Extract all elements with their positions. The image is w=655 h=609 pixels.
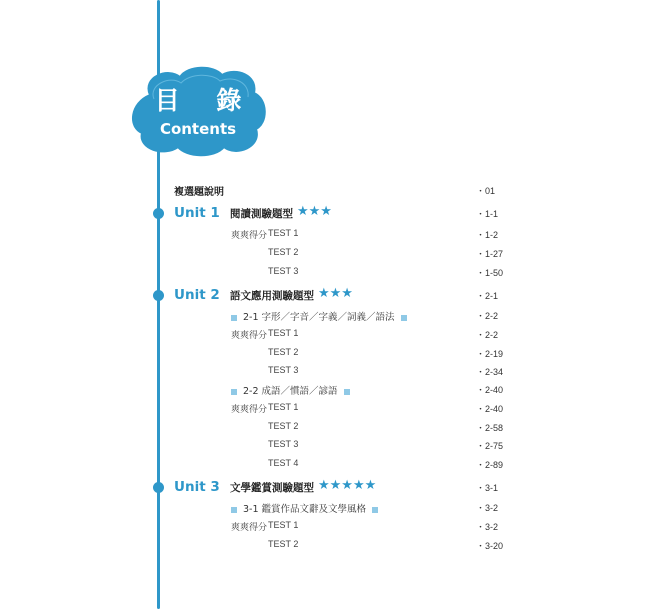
toc-row[interactable] [0,437,655,455]
toc-section-row[interactable] [0,499,655,517]
unit-title: 文學鑑賞測驗題型 [230,482,314,494]
difficulty-stars: ★★★★★ [318,478,377,493]
square-bullet-icon [231,507,237,513]
page-number: ・2-2 [476,330,499,340]
page-number: ・3-1 [476,483,499,493]
unit-1-heading[interactable] [0,205,655,223]
contents-cloud-badge [128,65,268,157]
toc-row[interactable] [0,226,655,244]
difficulty-stars: ★★★ [297,204,332,219]
toc-row[interactable] [0,363,655,381]
toc-row[interactable] [0,326,655,344]
section-title [231,383,356,397]
unit-title: 閱讀測驗題型 [230,208,293,220]
page-number: ・3-20 [476,541,504,551]
square-bullet-icon [401,315,407,321]
page-number: ・2-2 [476,311,499,321]
toc-row[interactable] [0,537,655,555]
toc-row-intro[interactable] [0,182,655,200]
page-number: ・01 [476,186,496,196]
page-number: ・3-2 [476,522,499,532]
test-label: TEST 2 [268,421,299,431]
test-label: TEST 1 [268,228,299,238]
test-label: TEST 3 [268,365,299,375]
score-prefix: 爽爽得分 [231,231,268,241]
test-label: TEST 1 [268,520,299,530]
test-label: TEST 2 [268,347,299,357]
test-label: TEST 1 [268,328,299,338]
difficulty-stars: ★★★ [318,286,353,301]
page-number: ・2-75 [476,441,504,451]
section-title [231,309,413,323]
toc-row[interactable] [0,345,655,363]
toc-row[interactable] [0,400,655,418]
test-label: TEST 3 [268,266,299,276]
unit-3-heading[interactable] [0,479,655,497]
unit-2-heading[interactable] [0,287,655,305]
page-number: ・3-2 [476,503,499,513]
page-number: ・2-40 [476,404,504,414]
page-subtitle: Contents [159,120,237,138]
timeline-dot [153,290,164,301]
page-title: 目 錄 [154,86,256,115]
intro-label: 複選題說明 [174,187,224,198]
toc-row[interactable] [0,518,655,536]
page-number: ・1-27 [476,249,504,259]
page-number: ・1-2 [476,230,499,240]
page-number: ・2-1 [476,291,499,301]
toc-row[interactable] [0,264,655,282]
page-number: ・2-19 [476,349,504,359]
toc-row[interactable] [0,456,655,474]
section-label: 3-1 鑑賞作品文辭及文學風格 [243,504,367,515]
page-number: ・2-58 [476,423,504,433]
page-number: ・2-40 [476,385,504,395]
test-label: TEST 2 [268,247,299,257]
test-label: TEST 4 [268,458,299,468]
square-bullet-icon [231,315,237,321]
unit-label: Unit 3 [174,479,220,495]
score-prefix: 爽爽得分 [231,405,268,415]
toc-row[interactable] [0,245,655,263]
square-bullet-icon [372,507,378,513]
timeline-dot [153,208,164,219]
square-bullet-icon [344,389,350,395]
page-number: ・2-89 [476,460,504,470]
score-prefix: 爽爽得分 [231,523,268,533]
square-bullet-icon [231,389,237,395]
test-label: TEST 3 [268,439,299,449]
toc-row[interactable] [0,419,655,437]
score-prefix: 爽爽得分 [231,331,268,341]
unit-label: Unit 1 [174,205,220,221]
section-label: 2-1 字形／字音／字義／詞義／語法 [243,312,395,323]
timeline-dot [153,482,164,493]
unit-label: Unit 2 [174,287,220,303]
toc-section-row[interactable] [0,307,655,325]
section-title [231,501,384,515]
page-number: ・1-1 [476,209,499,219]
unit-title: 語文應用測驗題型 [230,290,314,302]
test-label: TEST 1 [268,402,299,412]
test-label: TEST 2 [268,539,299,549]
section-label: 2-2 成語／慣語／諺語 [243,386,338,397]
page-number: ・1-50 [476,268,504,278]
toc-section-row[interactable] [0,381,655,399]
page-number: ・2-34 [476,367,504,377]
